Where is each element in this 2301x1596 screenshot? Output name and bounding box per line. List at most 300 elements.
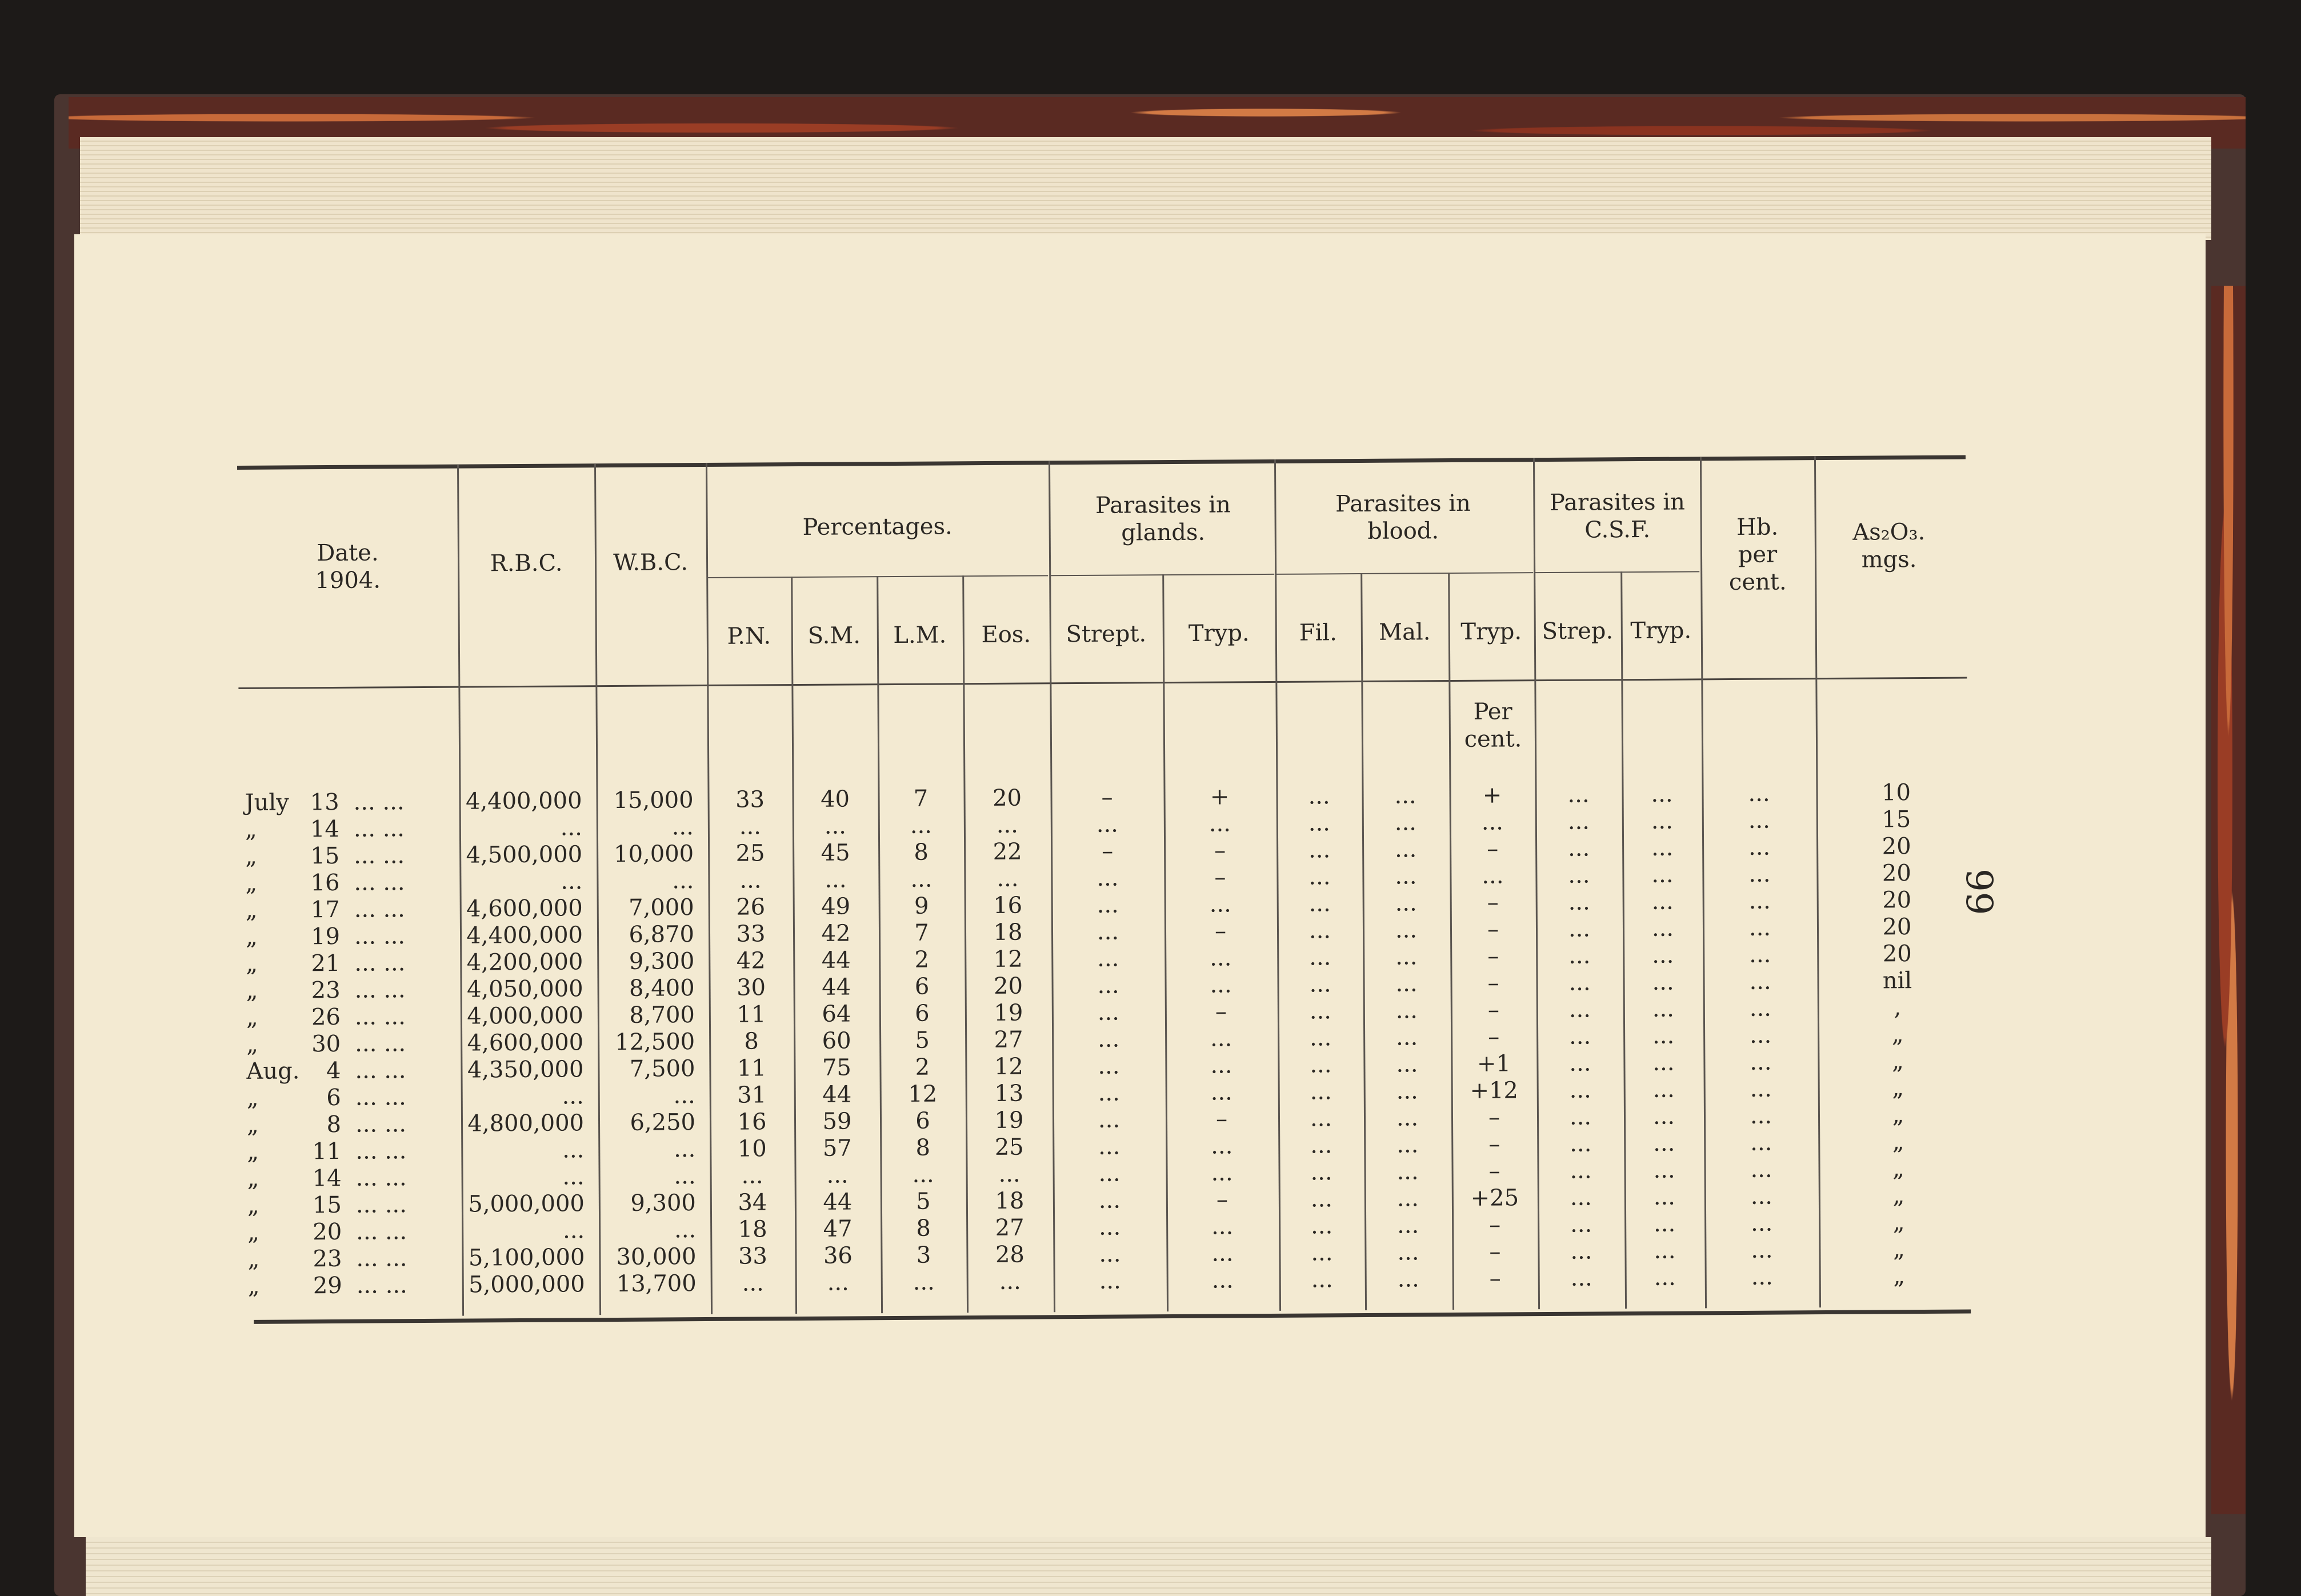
cell-tc: ... bbox=[1654, 1237, 1676, 1264]
date-day: 13 bbox=[310, 789, 339, 816]
cell-sm: 44 bbox=[821, 947, 851, 974]
cell-wbc: 7,000 bbox=[629, 894, 694, 921]
cell-pn: 8 bbox=[744, 1028, 759, 1055]
date-month: July bbox=[245, 789, 289, 816]
cell-mal: ... bbox=[1397, 1239, 1419, 1266]
cell-tc: ... bbox=[1652, 942, 1674, 969]
col-divider bbox=[877, 576, 883, 1313]
cell-pn: 16 bbox=[737, 1109, 767, 1135]
cell-sm: 75 bbox=[822, 1054, 852, 1081]
date-month: „ bbox=[247, 1165, 259, 1192]
cell-hb: ... bbox=[1748, 780, 1770, 807]
date-month: „ bbox=[246, 977, 258, 1004]
date-month: „ bbox=[246, 1004, 258, 1031]
cell-eos: 12 bbox=[994, 1053, 1024, 1080]
cell-tc: ... bbox=[1653, 1183, 1676, 1210]
date-day: 14 bbox=[312, 1165, 342, 1192]
date-day: 19 bbox=[310, 923, 341, 950]
date-day: 16 bbox=[310, 869, 340, 897]
date-month: Aug. bbox=[246, 1058, 300, 1085]
cell-eos: 28 bbox=[995, 1241, 1025, 1268]
cell-eos: ... bbox=[998, 1161, 1021, 1187]
cell-sg: ... bbox=[1098, 1187, 1121, 1214]
cell-lm: 5 bbox=[915, 1027, 930, 1054]
date-month: „ bbox=[246, 1085, 259, 1111]
cell-tb: – bbox=[1489, 1211, 1501, 1238]
cell-tb: ... bbox=[1482, 862, 1504, 889]
cell-rbc: 4,500,000 bbox=[466, 841, 583, 869]
cell-sg: ... bbox=[1098, 1160, 1121, 1187]
header-tryp-glands: Tryp. bbox=[1188, 620, 1250, 647]
cell-tg: ... bbox=[1210, 945, 1232, 971]
cell-sg: ... bbox=[1097, 972, 1119, 999]
cell-eos: ... bbox=[996, 811, 1019, 838]
cell-sg: ... bbox=[1098, 1133, 1121, 1160]
cell-hb: ... bbox=[1749, 1022, 1772, 1049]
cell-mal: ... bbox=[1396, 1078, 1418, 1105]
header-wbc: W.B.C. bbox=[613, 549, 689, 576]
cell-sc: ... bbox=[1569, 1103, 1592, 1130]
header-date: Date. 1904. bbox=[315, 539, 381, 594]
cell-hb: ... bbox=[1750, 1210, 1773, 1237]
date-month: „ bbox=[245, 816, 257, 843]
cell-pn: 10 bbox=[737, 1135, 767, 1162]
cell-as: „ bbox=[1892, 1209, 1905, 1236]
leader-dots: ... ... bbox=[353, 815, 405, 842]
cell-eos: 19 bbox=[994, 999, 1023, 1026]
cell-rbc: 4,050,000 bbox=[466, 975, 583, 1003]
date-month: „ bbox=[247, 1219, 260, 1246]
cell-lm: ... bbox=[913, 1269, 935, 1295]
cell-sm: 60 bbox=[822, 1027, 851, 1054]
cell-tb: – bbox=[1487, 970, 1499, 997]
cell-tb: – bbox=[1487, 997, 1500, 1023]
cell-wbc: ... bbox=[674, 1136, 696, 1163]
leader-dots: ... ... bbox=[355, 1191, 407, 1218]
cell-tb: – bbox=[1489, 1238, 1501, 1265]
cell-sg: ... bbox=[1098, 1214, 1121, 1241]
cell-eos: 27 bbox=[995, 1214, 1025, 1241]
cell-mal: ... bbox=[1395, 863, 1417, 890]
cell-pn: ... bbox=[741, 1162, 763, 1189]
cell-lm: 2 bbox=[915, 1054, 930, 1081]
per-cent-label: Per cent. bbox=[1464, 698, 1522, 753]
cell-lm: 8 bbox=[914, 839, 929, 866]
cell-sg: ... bbox=[1097, 1026, 1120, 1053]
leader-dots: ... ... bbox=[355, 1030, 406, 1057]
leader-dots: ... ... bbox=[354, 869, 405, 896]
date-month: „ bbox=[245, 843, 258, 870]
cell-sg: ... bbox=[1098, 1079, 1120, 1106]
cell-tc: ... bbox=[1651, 781, 1673, 807]
cell-eos: 20 bbox=[992, 785, 1022, 811]
cell-sm: ... bbox=[827, 1269, 849, 1296]
cell-fil: ... bbox=[1310, 1105, 1332, 1132]
cell-hb: ... bbox=[1751, 1237, 1773, 1263]
cell-tg: ... bbox=[1211, 1240, 1234, 1267]
cell-wbc: ... bbox=[674, 1163, 696, 1190]
cell-fil: ... bbox=[1308, 810, 1331, 837]
cell-hb: ... bbox=[1750, 1075, 1772, 1102]
cell-fil: ... bbox=[1311, 1266, 1333, 1293]
cell-as: , bbox=[1894, 994, 1902, 1021]
cell-sm: 45 bbox=[821, 839, 850, 866]
leader-dots: ... ... bbox=[354, 977, 406, 1003]
cell-sg: ... bbox=[1099, 1241, 1121, 1267]
cell-tc: ... bbox=[1651, 861, 1674, 888]
cell-fil: ... bbox=[1308, 863, 1331, 890]
header-hb: Hb. per cent. bbox=[1728, 514, 1787, 596]
cell-pn: 18 bbox=[738, 1216, 767, 1243]
cell-tb: + bbox=[1482, 782, 1502, 809]
header-parasites-csf: Parasites in C.S.F. bbox=[1549, 489, 1685, 543]
header-strep-csf: Strep. bbox=[1542, 618, 1614, 645]
cell-eos: 20 bbox=[993, 973, 1023, 999]
leader-dots: ... ... bbox=[354, 950, 406, 977]
cell-rbc: 4,800,000 bbox=[467, 1110, 585, 1137]
cell-sg: ... bbox=[1099, 1267, 1121, 1294]
header-bottom-rule bbox=[238, 677, 1967, 689]
cell-fil: ... bbox=[1308, 837, 1331, 863]
cell-mal: ... bbox=[1396, 1185, 1419, 1212]
cell-tc: ... bbox=[1651, 888, 1674, 915]
cell-rbc: 4,200,000 bbox=[466, 949, 583, 976]
cell-hb: ... bbox=[1750, 1102, 1772, 1129]
cell-tb: +12 bbox=[1470, 1077, 1519, 1104]
cell-tc: ... bbox=[1651, 915, 1674, 942]
cell-lm: ... bbox=[912, 1161, 934, 1188]
cell-sg: ... bbox=[1097, 865, 1119, 891]
header-tryp-csf: Tryp. bbox=[1630, 617, 1692, 645]
cell-as: „ bbox=[1892, 1236, 1905, 1263]
cell-eos: 25 bbox=[994, 1134, 1024, 1161]
cell-tc: ... bbox=[1652, 1049, 1675, 1076]
cell-hb: ... bbox=[1749, 995, 1772, 1022]
cell-sg: – bbox=[1101, 784, 1113, 811]
cell-hb: ... bbox=[1750, 1049, 1772, 1075]
cell-as: 20 bbox=[1882, 833, 1911, 860]
leader-dots: ... ... bbox=[356, 1272, 407, 1299]
cell-pn: 31 bbox=[737, 1082, 767, 1109]
header-lm: L.M. bbox=[893, 622, 947, 649]
leader-dots: ... ... bbox=[356, 1218, 407, 1245]
cell-tg: ... bbox=[1211, 1133, 1233, 1159]
cell-lm: 7 bbox=[913, 785, 929, 812]
date-day: 17 bbox=[310, 896, 340, 923]
header-parasites-blood: Parasites in blood. bbox=[1335, 490, 1471, 545]
marbled-edge-right bbox=[2211, 286, 2246, 1514]
cell-hb: ... bbox=[1751, 1263, 1773, 1290]
cell-sc: ... bbox=[1570, 1130, 1592, 1157]
cell-as: „ bbox=[1892, 1182, 1905, 1209]
cell-as: „ bbox=[1891, 1048, 1904, 1075]
cell-sm: ... bbox=[826, 1162, 849, 1189]
cell-mal: ... bbox=[1395, 917, 1418, 943]
cell-pn: 33 bbox=[735, 786, 765, 813]
cell-sc: ... bbox=[1570, 1265, 1592, 1291]
leader-dots: ... ... bbox=[354, 923, 406, 950]
cell-hb: ... bbox=[1748, 834, 1771, 861]
date-day: 4 bbox=[326, 1057, 341, 1085]
cell-sc: ... bbox=[1569, 1077, 1591, 1103]
cell-rbc: 5,100,000 bbox=[468, 1244, 585, 1271]
cell-sm: 36 bbox=[823, 1242, 853, 1269]
cell-sc: ... bbox=[1568, 915, 1591, 942]
cell-lm: 2 bbox=[914, 946, 930, 973]
cell-as: 20 bbox=[1882, 887, 1912, 914]
leader-dots: ... ... bbox=[354, 896, 405, 923]
cell-tg: – bbox=[1214, 864, 1226, 891]
cell-wbc: ... bbox=[674, 1217, 697, 1243]
cell-rbc: 4,600,000 bbox=[466, 895, 583, 922]
col-divider bbox=[1274, 459, 1281, 1311]
cell-rbc: 4,350,000 bbox=[467, 1056, 584, 1083]
date-day: 23 bbox=[311, 977, 341, 1004]
date-day: 30 bbox=[311, 1030, 341, 1058]
cell-eos: ... bbox=[999, 1268, 1021, 1295]
date-month: „ bbox=[245, 897, 258, 923]
cell-lm: 6 bbox=[914, 973, 930, 1000]
col-divider bbox=[1162, 574, 1168, 1311]
date-day: 6 bbox=[326, 1084, 341, 1111]
cell-hb: ... bbox=[1750, 1183, 1773, 1210]
cell-sg: ... bbox=[1097, 891, 1119, 918]
cell-sg: ... bbox=[1098, 1106, 1121, 1133]
cell-wbc: ... bbox=[672, 867, 694, 894]
cell-tc: ... bbox=[1653, 1130, 1675, 1157]
cell-fil: ... bbox=[1311, 1239, 1333, 1266]
cell-as: 20 bbox=[1882, 914, 1912, 941]
leader-dots: ... ... bbox=[355, 1057, 406, 1084]
cell-as: 15 bbox=[1882, 806, 1911, 833]
col-divider bbox=[1049, 461, 1055, 1312]
cell-tg: ... bbox=[1211, 1213, 1234, 1240]
cell-sc: ... bbox=[1570, 1157, 1592, 1184]
cell-sc: ... bbox=[1569, 1050, 1591, 1077]
cell-pn: 34 bbox=[738, 1189, 767, 1216]
cell-mal: ... bbox=[1394, 782, 1416, 809]
date-month: „ bbox=[247, 1246, 260, 1273]
cell-sg: ... bbox=[1096, 811, 1119, 838]
cell-rbc: 4,400,000 bbox=[465, 787, 582, 815]
header-as2o3: As₂O₃. mgs. bbox=[1852, 518, 1926, 573]
header-fil: Fil. bbox=[1299, 619, 1337, 646]
cell-lm: 6 bbox=[915, 1000, 930, 1027]
cell-tg: ... bbox=[1211, 1267, 1234, 1294]
cell-mal: ... bbox=[1395, 1024, 1418, 1051]
cell-wbc: 8,700 bbox=[629, 1002, 695, 1029]
cell-pn: 25 bbox=[735, 840, 765, 867]
cell-wbc: 15,000 bbox=[613, 787, 694, 814]
cell-fil: ... bbox=[1310, 1078, 1332, 1105]
cell-rbc: ... bbox=[562, 1137, 585, 1163]
cell-as: „ bbox=[1892, 1075, 1904, 1102]
cell-mal: ... bbox=[1394, 809, 1417, 836]
cell-tc: ... bbox=[1652, 1076, 1675, 1103]
col-divider bbox=[1533, 458, 1540, 1309]
date-month: „ bbox=[246, 950, 258, 977]
date-day: 21 bbox=[311, 950, 341, 977]
cell-pn: 26 bbox=[736, 894, 766, 921]
cell-sc: ... bbox=[1568, 969, 1591, 996]
cell-rbc: 5,000,000 bbox=[469, 1271, 585, 1298]
cell-sg: ... bbox=[1097, 918, 1119, 945]
cell-lm: 3 bbox=[916, 1242, 931, 1269]
table-bottom-rule bbox=[254, 1309, 1971, 1323]
cell-wbc: 30,000 bbox=[616, 1243, 697, 1270]
date-day: 11 bbox=[312, 1138, 342, 1165]
leader-dots: ... ... bbox=[354, 1003, 406, 1030]
cell-sm: 44 bbox=[823, 1189, 853, 1215]
cell-tb: – bbox=[1487, 943, 1499, 970]
cell-wbc: ... bbox=[673, 1082, 695, 1109]
cell-tb: – bbox=[1487, 889, 1499, 916]
cell-wbc: ... bbox=[671, 814, 694, 841]
cell-tg: – bbox=[1214, 837, 1226, 864]
cell-as: „ bbox=[1892, 1155, 1905, 1182]
cell-eos: ... bbox=[997, 865, 1019, 892]
cell-sm: 42 bbox=[821, 920, 851, 947]
cell-sm: 49 bbox=[821, 893, 851, 920]
cell-sc: ... bbox=[1567, 808, 1590, 835]
cell-pn: 42 bbox=[736, 947, 766, 974]
cell-lm: 9 bbox=[914, 893, 929, 919]
cell-lm: 7 bbox=[914, 919, 929, 946]
leader-dots: ... ... bbox=[354, 842, 405, 869]
cell-as: „ bbox=[1891, 1021, 1904, 1048]
cell-as: 20 bbox=[1882, 860, 1912, 887]
cell-wbc: 7,500 bbox=[629, 1055, 695, 1082]
cell-as: nil bbox=[1882, 967, 1912, 994]
cell-hb: ... bbox=[1749, 941, 1771, 968]
cell-tg: ... bbox=[1210, 1052, 1232, 1079]
cell-tb: +1 bbox=[1476, 1050, 1511, 1077]
header-sm: S.M. bbox=[807, 622, 861, 649]
col-divider bbox=[1814, 456, 1821, 1307]
cell-tb: – bbox=[1488, 1131, 1500, 1158]
cell-mal: ... bbox=[1395, 890, 1417, 917]
cell-pn: ... bbox=[739, 867, 762, 894]
date-month: „ bbox=[245, 923, 258, 950]
cell-sc: ... bbox=[1570, 1211, 1592, 1238]
cell-mal: ... bbox=[1394, 836, 1417, 863]
cell-fil: ... bbox=[1310, 1132, 1332, 1159]
cell-tg: ... bbox=[1209, 891, 1231, 918]
cell-tg: – bbox=[1215, 1106, 1228, 1133]
cell-fil: ... bbox=[1308, 783, 1330, 810]
cell-rbc: ... bbox=[562, 1083, 584, 1110]
cell-mal: ... bbox=[1396, 1051, 1418, 1078]
cell-fil: ... bbox=[1310, 1213, 1333, 1239]
cell-rbc: 4,600,000 bbox=[467, 1029, 584, 1057]
col-divider bbox=[791, 577, 797, 1314]
cell-as: 20 bbox=[1882, 941, 1912, 967]
date-day: 15 bbox=[310, 842, 340, 870]
cell-tc: ... bbox=[1651, 834, 1674, 861]
date-month: „ bbox=[246, 1031, 259, 1058]
cell-fil: ... bbox=[1310, 1186, 1333, 1213]
cell-sm: 44 bbox=[822, 974, 851, 1001]
cell-tb: – bbox=[1486, 835, 1499, 862]
cell-sc: ... bbox=[1568, 862, 1590, 889]
cell-tg: ... bbox=[1210, 1079, 1232, 1106]
cell-lm: ... bbox=[910, 866, 933, 893]
cell-rbc: ... bbox=[562, 1217, 585, 1244]
cell-as: „ bbox=[1892, 1129, 1904, 1155]
cell-sm: 64 bbox=[822, 1001, 851, 1027]
cell-rbc: ... bbox=[561, 868, 583, 895]
cell-tb: – bbox=[1488, 1104, 1500, 1131]
cell-rbc: 4,000,000 bbox=[467, 1002, 584, 1030]
cell-mal: ... bbox=[1395, 943, 1418, 970]
cell-mal: ... bbox=[1396, 1105, 1419, 1131]
cell-hb: ... bbox=[1750, 1156, 1772, 1183]
cell-tb: – bbox=[1488, 1023, 1500, 1050]
cell-hb: ... bbox=[1750, 1129, 1772, 1156]
cell-eos: 27 bbox=[994, 1026, 1023, 1053]
page-stack-edge bbox=[80, 137, 2211, 240]
date-month: „ bbox=[245, 870, 258, 897]
date-month: „ bbox=[247, 1138, 259, 1165]
page-number: 99 bbox=[1958, 869, 2000, 915]
cell-tg: ... bbox=[1210, 1025, 1232, 1052]
cell-sc: ... bbox=[1567, 781, 1590, 808]
cell-tg: – bbox=[1214, 918, 1227, 945]
cell-pn: ... bbox=[742, 1270, 764, 1297]
cell-sc: ... bbox=[1567, 835, 1590, 862]
cell-hb: ... bbox=[1748, 861, 1771, 887]
cell-tc: ... bbox=[1653, 1157, 1675, 1183]
cell-tg: ... bbox=[1208, 810, 1231, 837]
cell-mal: ... bbox=[1395, 970, 1418, 997]
cell-tb: – bbox=[1489, 1265, 1501, 1292]
cell-hb: ... bbox=[1748, 914, 1771, 941]
cell-pn: ... bbox=[739, 813, 762, 840]
header-eos: Eos. bbox=[981, 621, 1031, 649]
cell-as: „ bbox=[1892, 1102, 1904, 1129]
cell-sc: ... bbox=[1568, 942, 1591, 969]
cell-tc: ... bbox=[1654, 1264, 1676, 1291]
col-divider bbox=[1448, 573, 1454, 1310]
cell-wbc: 10,000 bbox=[614, 841, 694, 867]
cell-rbc: ... bbox=[562, 1163, 585, 1190]
date-day: 8 bbox=[326, 1111, 342, 1138]
cell-sg: – bbox=[1102, 838, 1114, 865]
cell-tg: ... bbox=[1211, 1159, 1233, 1186]
cell-lm: 6 bbox=[915, 1107, 930, 1134]
cell-tc: ... bbox=[1653, 1210, 1676, 1237]
cell-lm: 8 bbox=[916, 1215, 931, 1242]
header-rbc: R.B.C. bbox=[490, 550, 563, 577]
cell-pn: 11 bbox=[737, 1055, 767, 1082]
cell-eos: 13 bbox=[994, 1080, 1024, 1107]
date-day: 14 bbox=[310, 815, 340, 843]
cell-sm: 47 bbox=[823, 1215, 853, 1242]
cell-tg: ... bbox=[1210, 971, 1232, 998]
cell-rbc: ... bbox=[560, 814, 583, 841]
cell-fil: ... bbox=[1310, 1159, 1332, 1186]
cell-sm: 57 bbox=[822, 1135, 852, 1162]
cell-eos: 12 bbox=[993, 946, 1023, 973]
cell-eos: 18 bbox=[995, 1187, 1025, 1214]
cell-sc: ... bbox=[1568, 889, 1590, 915]
cell-hb: ... bbox=[1749, 968, 1771, 995]
cell-hb: ... bbox=[1748, 887, 1771, 914]
cell-pn: 30 bbox=[737, 974, 766, 1001]
cell-sg: ... bbox=[1097, 999, 1120, 1026]
cell-wbc: 12,500 bbox=[615, 1029, 695, 1055]
cell-sm: ... bbox=[824, 813, 847, 839]
